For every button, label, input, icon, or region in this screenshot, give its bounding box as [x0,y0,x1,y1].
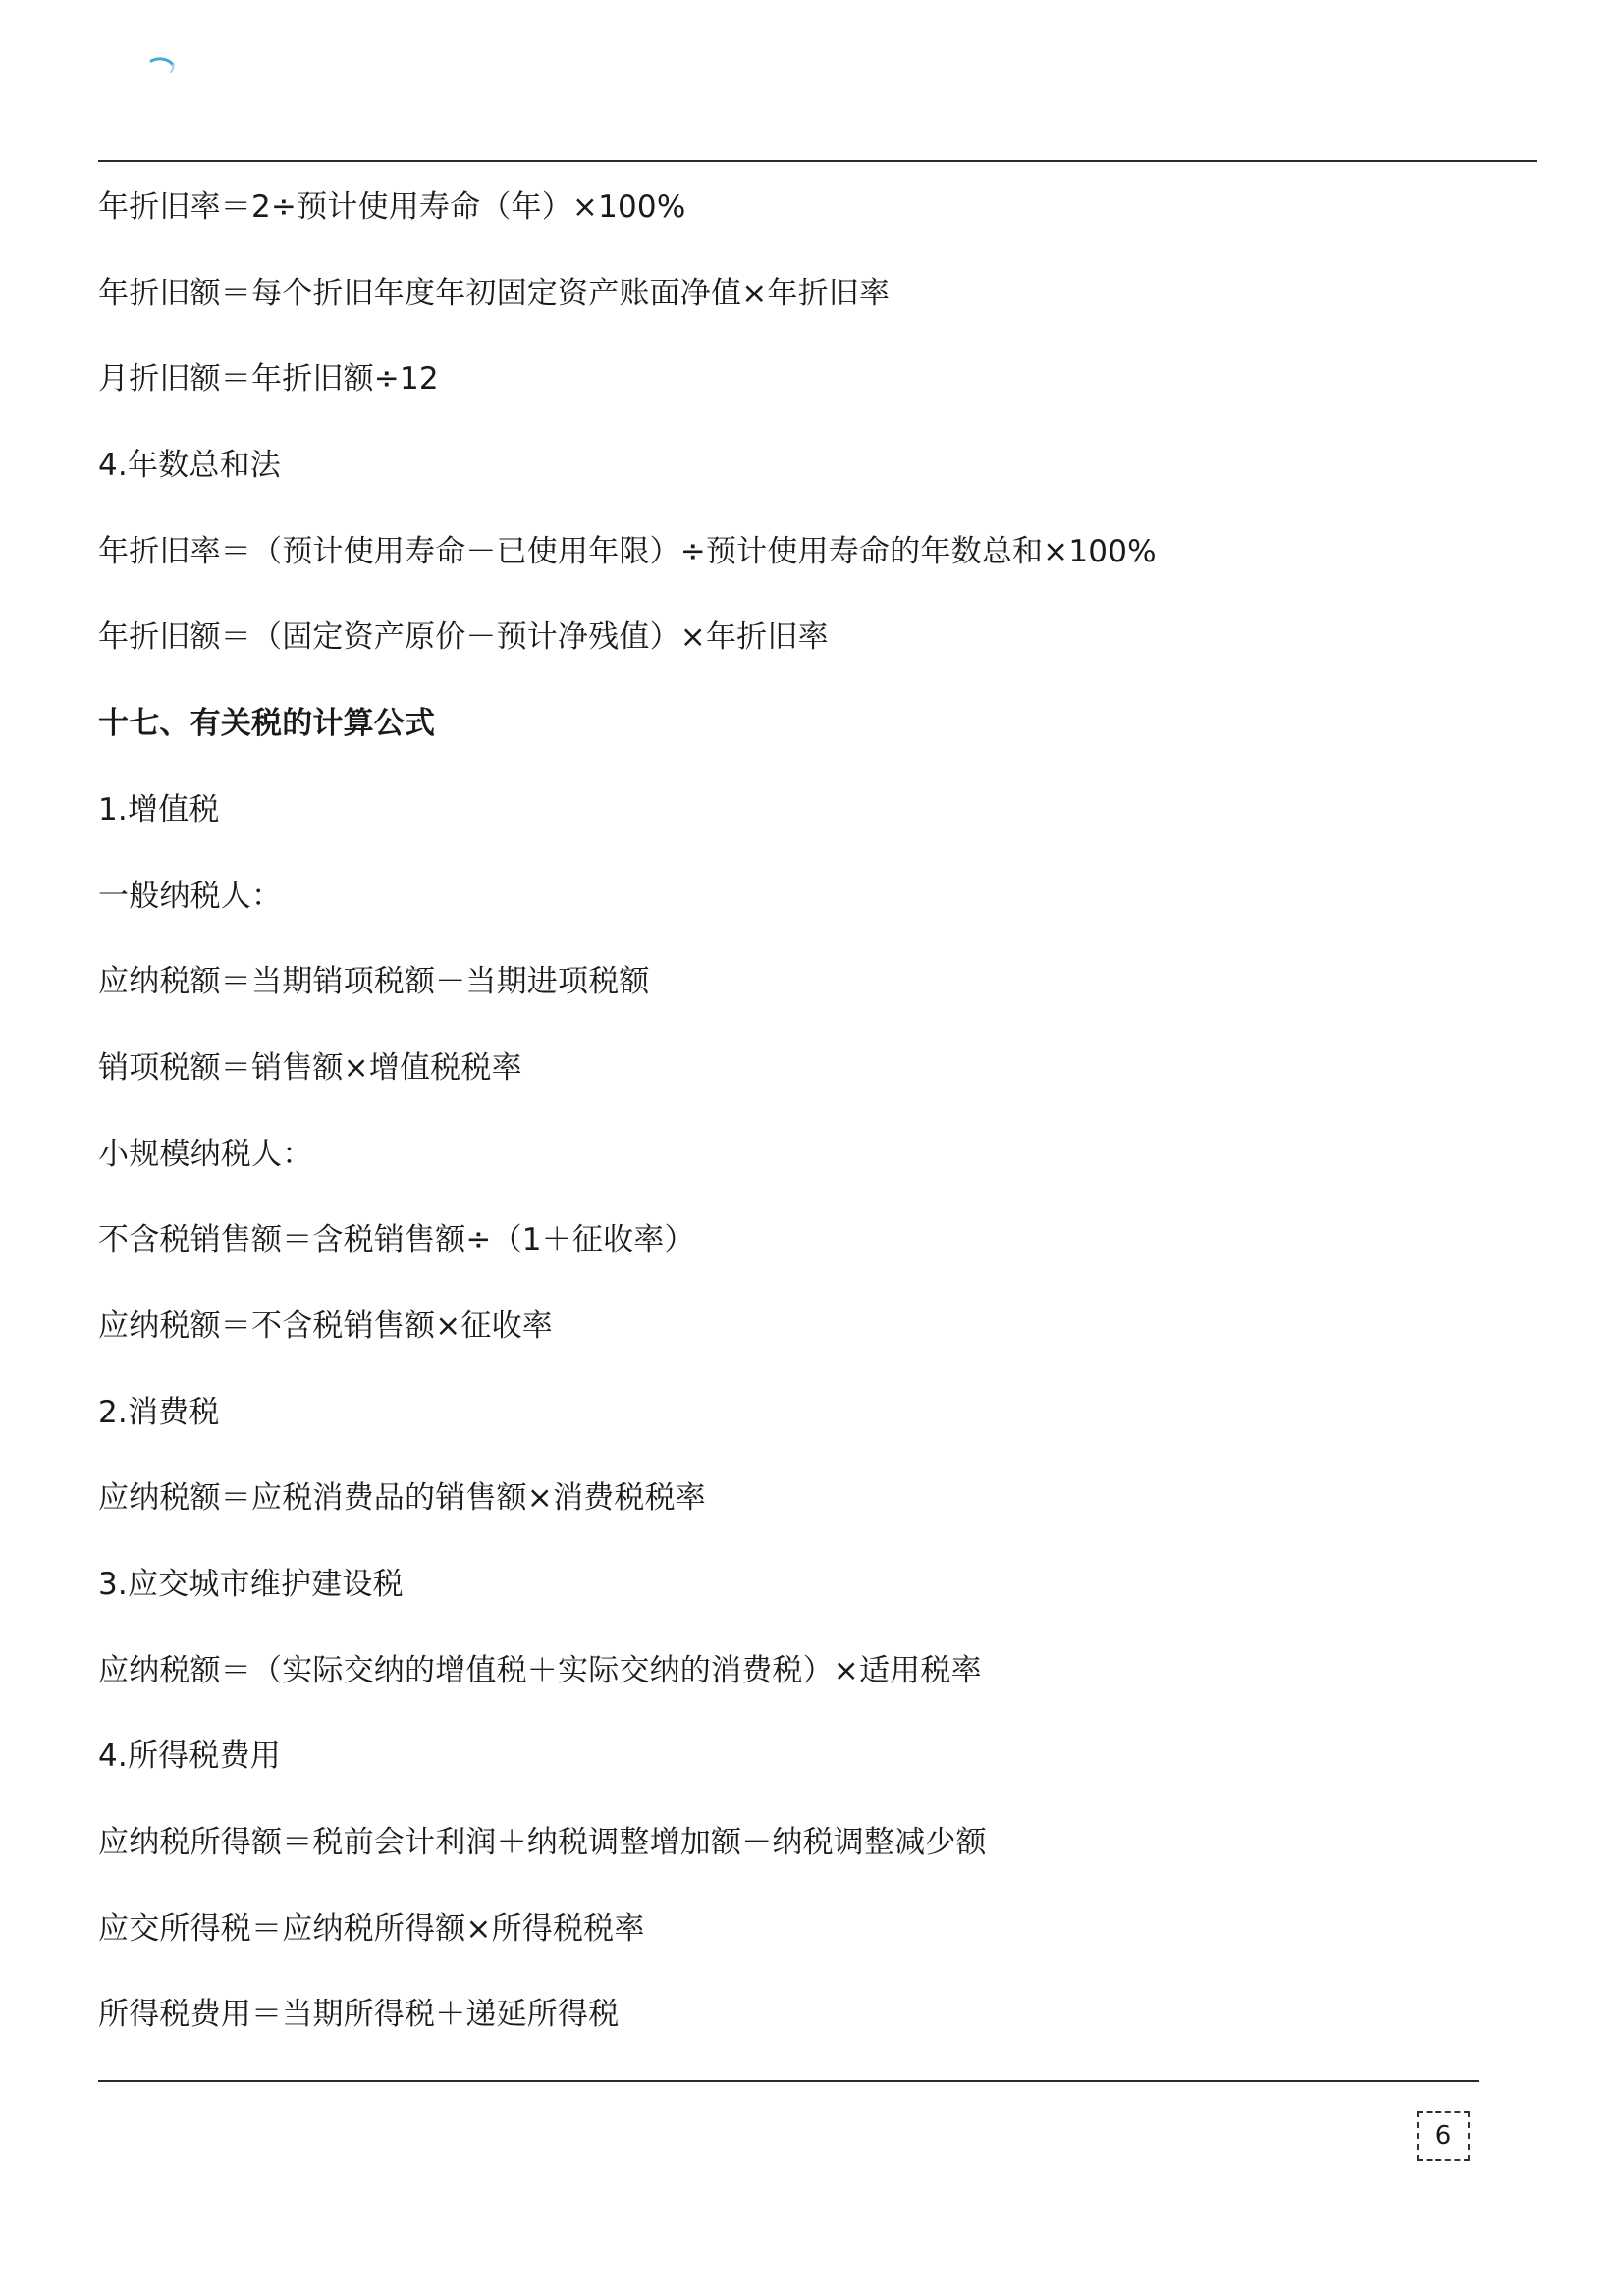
header-divider [98,160,1537,162]
text-line: 月折旧额＝年折旧额÷12 [98,361,439,398]
text-line: 年折旧额＝（固定资产原价－预计净残值）×年折旧率 [98,619,829,656]
text-line: 不含税销售额＝含税销售额÷（1＋征收率） [98,1222,695,1258]
text-line: 所得税费用＝当期所得税＋递延所得税 [98,1997,620,2033]
text-line: 应交所得税＝应纳税所得额×所得税税率 [98,1910,645,1947]
text-line: 年折旧率＝（预计使用寿命－已使用年限）÷预计使用寿命的年数总和×100% [98,533,1157,569]
text-line: 销项税额＝销售额×增值税税率 [98,1049,522,1086]
section-heading: 十七、有关税的计算公式 [98,706,436,742]
text-line: 年折旧率＝2÷预计使用寿命（年）×100% [98,189,686,225]
subsection-title: 2.消费税 [98,1394,220,1430]
text-line: 应纳税额＝不含税销售额×征收率 [98,1308,553,1344]
subsection-title: 1.增值税 [98,791,220,828]
text-line: 年折旧额＝每个折旧年度年初固定资产账面净值×年折旧率 [98,275,891,311]
text-line: 小规模纳税人： [98,1136,313,1172]
text-line: 应纳税额＝当期销项税额－当期进项税额 [98,964,650,1000]
logo-mark-icon [143,55,183,88]
text-line: 应纳税额＝（实际交纳的增值税＋实际交纳的消费税）×适用税率 [98,1652,982,1688]
footer-divider [98,2080,1479,2082]
text-line: 一般纳税人： [98,878,283,914]
text-line: 应纳税额＝应税消费品的销售额×消费税税率 [98,1480,706,1517]
page-number: 6 [1417,2111,1470,2161]
document-body [98,178,1512,2071]
subsection-title: 4.所得税费用 [98,1738,281,1775]
text-line: 应纳税所得额＝税前会计利润＋纳税调整增加额－纳税调整减少额 [98,1825,987,1861]
subsection-title: 4.年数总和法 [98,448,281,484]
subsection-title: 3.应交城市维护建设税 [98,1567,404,1602]
